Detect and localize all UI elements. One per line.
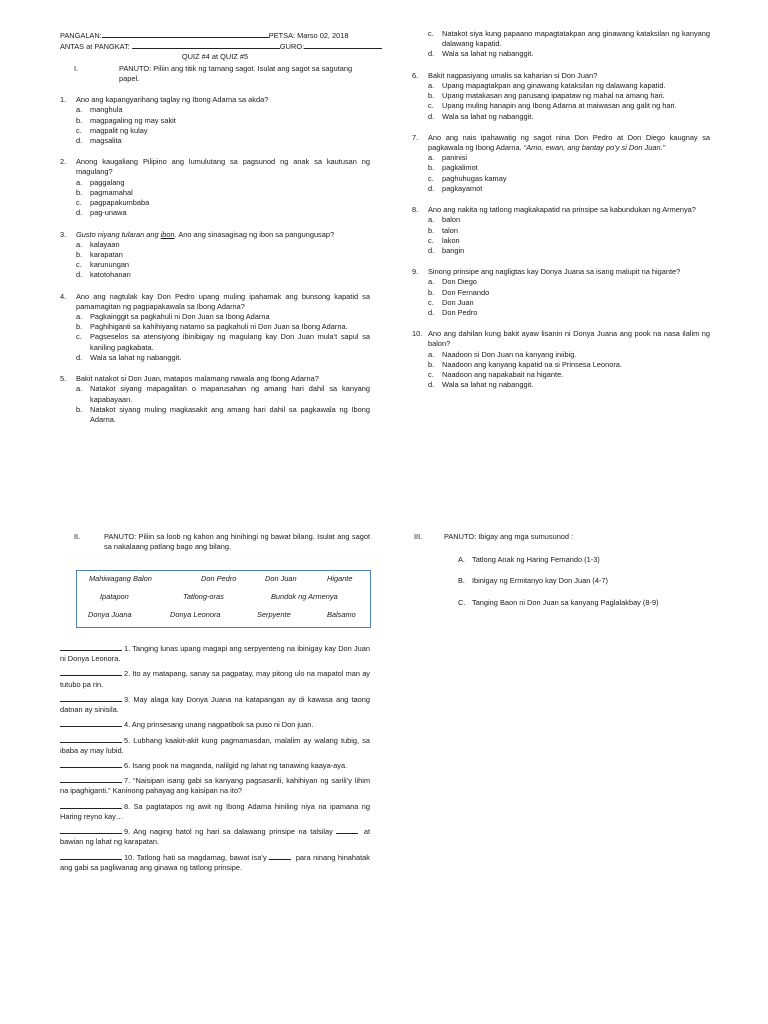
option[interactable] <box>412 350 710 360</box>
option[interactable] <box>60 405 370 425</box>
option-letter: c. <box>428 370 434 380</box>
option[interactable] <box>60 250 370 260</box>
word-bank-item: Mahiwagang Balon <box>89 574 152 583</box>
part2-directions-text: PANUTO: Piliin sa loob ng kahon ang hinihingi ng bawat bilang. Isulat ang sagot sa nakalaang patlang bago ang bilang. <box>104 532 370 552</box>
option-text: katotohanan <box>90 270 131 280</box>
option-text: Upang matakasan ang parusang ipapataw ng mahal na amang hari. <box>442 91 665 101</box>
stem-italic: Gusto niyang tularan ang <box>76 229 159 239</box>
option-text: balon <box>442 215 461 225</box>
option-letter: d. <box>428 49 435 59</box>
answer-blank[interactable] <box>60 695 122 702</box>
question-stem: Ano ang nakita ng tatlong magkakapatid na prinsipe sa kabundukan ng Armenya? <box>428 205 696 215</box>
option[interactable] <box>412 380 710 390</box>
word-bank-item: Tatlong-oras <box>183 592 224 601</box>
fill-item-4 <box>60 720 370 730</box>
name-label: PANGALAN: <box>60 31 102 40</box>
option-text: Don Fernando <box>442 287 490 297</box>
word-bank-item: Don Juan <box>265 574 297 583</box>
option-text: pag-unawa <box>90 208 127 218</box>
option[interactable] <box>60 136 370 146</box>
question-10 <box>412 329 710 390</box>
option-letter: b. <box>76 249 83 259</box>
option-letter: b. <box>76 187 83 197</box>
teacher-label: GURO: <box>279 42 305 52</box>
option[interactable] <box>412 308 710 318</box>
question-stem: Bakit nagpasiyang umalis sa kaharian si Don Juan? <box>428 70 598 80</box>
option-letter: a. <box>428 153 435 163</box>
option-letter: d. <box>428 183 435 193</box>
option-letter: d. <box>428 308 435 318</box>
option[interactable] <box>60 126 370 136</box>
option[interactable] <box>60 260 370 270</box>
option[interactable] <box>60 178 370 188</box>
word-bank-item: Balsamo <box>327 610 356 619</box>
option-letter: d. <box>428 111 435 121</box>
question-8 <box>412 205 710 256</box>
fill-item-text: para ninang hinahatak ang gabi sa pagliwanag ang ginawa ng tatlong prinsipe. <box>60 852 370 872</box>
word-bank-item: Bundok ng Armenya <box>271 592 338 601</box>
option-text: Upang muling hanapin ang Ibong Adarna at maiwasan ang galit ng hari. <box>442 101 677 111</box>
option-text: magpagaling ng may sakit <box>90 115 176 125</box>
date-value: Marso 02, 2018 <box>297 31 349 40</box>
fill-item-1 <box>60 644 370 664</box>
answer-blank[interactable] <box>60 776 122 783</box>
option[interactable] <box>60 198 370 208</box>
option-letter: a. <box>76 105 83 115</box>
option-text: Naadoon si Don Juan na kanyang iniibig. <box>442 349 577 359</box>
option-text: karunungan <box>90 260 130 270</box>
option-text: Pagseselos sa atensiyong ibinibigay ng magulang kay Don Juan mula't sapul sa kaniling pagkabata. <box>90 332 370 352</box>
option-letter: c. <box>428 29 434 38</box>
option[interactable] <box>412 112 710 122</box>
word-bank-box <box>76 570 371 628</box>
question-7 <box>412 133 710 194</box>
option[interactable] <box>412 370 710 380</box>
option-letter: b. <box>76 115 83 125</box>
question-5-continued <box>412 29 710 60</box>
option-text: pagmamahal <box>90 187 133 197</box>
option-letter: b. <box>428 287 435 297</box>
answer-blank[interactable] <box>60 736 122 743</box>
teacher-blank[interactable] <box>304 41 382 49</box>
question-number: 10. <box>412 329 423 339</box>
fill-item-text: 2. Ito ay matapang, sanay sa pagpatay, may pitong ulo na mapatol man ay tutubo pa rin. <box>60 669 370 689</box>
fill-item-text: 6. Isang pook na maganda, nalilgid ng lahat ng tanawing kaaya-aya. <box>124 760 348 770</box>
question-stem: Sinong prinsipe ang nagligtas kay Donya Juana sa isang malupit na higante? <box>428 267 681 277</box>
fill-item-3 <box>60 695 370 715</box>
question-stem: Ano ang kapangyarihang taglay ng Ibong Adarna sa akda? <box>76 95 269 105</box>
option-letter: c. <box>428 173 434 183</box>
answer-blank[interactable] <box>60 720 122 727</box>
option-text: Natakot siyang muling magkasakit ang amang hari dahil sa pagkawala ng Ibong Adarna. <box>90 404 370 424</box>
option-text: Natakot siyang mapagalitan o maparusahan ng amang hari dahil sa kanyang kapabayaan. <box>90 384 370 404</box>
option-text: paninisi <box>442 153 468 163</box>
option-letter: a. <box>428 277 435 287</box>
part2-numeral: II. <box>74 532 81 541</box>
part2-items <box>60 644 370 873</box>
option-text: pagkalimot <box>442 163 478 173</box>
option-letter: b. <box>428 163 435 173</box>
inline-blank[interactable] <box>269 853 291 860</box>
part1-numeral: I. <box>74 63 79 73</box>
option-text: Don Pedro <box>442 308 478 318</box>
option[interactable] <box>60 322 370 332</box>
option-letter: a. <box>76 312 83 322</box>
inline-blank[interactable] <box>336 827 358 834</box>
question-number: 1. <box>60 95 67 105</box>
option-text: talon <box>442 225 459 235</box>
option-text: paghuhugas kamay <box>442 173 507 183</box>
quiz-title: QUIZ #4 at QUIZ #5 <box>181 52 249 62</box>
word-bank-item: Don Pedro <box>201 574 237 583</box>
question-9 <box>412 267 710 318</box>
option[interactable] <box>412 29 710 49</box>
option[interactable] <box>60 270 370 280</box>
question-stem: Bakit natakot si Don Juan, matapos malamang nawala ang Ibong Adarna? <box>76 374 319 384</box>
option[interactable] <box>412 101 710 111</box>
question-2 <box>60 157 370 218</box>
option-text: pagkayamot <box>442 183 483 193</box>
stem-quote: “Amo, ewan, ang bantay po’y si Don Juan.” <box>523 142 666 152</box>
question-stem <box>428 133 710 153</box>
part3-numeral: III. <box>414 532 423 541</box>
word-bank-item: Ipatapon <box>100 592 129 601</box>
option[interactable] <box>60 312 370 322</box>
part1-directions <box>60 64 370 84</box>
option-text: magpalit ng kulay <box>90 125 148 135</box>
option-text: Wala sa lahat ng nabanggit. <box>442 380 534 390</box>
option-letter: a. <box>76 239 83 249</box>
option-text: Don Diego <box>442 277 477 287</box>
question-number: 5. <box>60 374 67 384</box>
question-number: 4. <box>60 291 67 301</box>
fill-item-text: 5. Lubhang kaakit-akit kung pagmamasdan, malalim ay walang tubig, sa ibaba ay may lubid. <box>60 735 370 755</box>
question-number: 7. <box>412 132 419 142</box>
word-bank-item: Donya Leonora <box>170 610 221 619</box>
question-3 <box>60 230 370 281</box>
question-number: 2. <box>60 157 67 167</box>
question-1 <box>60 95 370 146</box>
option-text: lakon <box>442 235 460 245</box>
fill-item-2 <box>60 669 370 689</box>
option[interactable] <box>412 81 710 91</box>
option-text: magsalita <box>90 135 122 145</box>
option-letter: d. <box>76 135 83 145</box>
fill-item-text: 7. “Naisipan isang gabi sa kanyang pagsasarili, kahihiyan ng sarili’y lihim na ipaghiganti.” Kaninong pahayag ang kaisipan na ito? <box>60 776 370 796</box>
fill-item-text: at bawian ng lahat ng karapatan. <box>60 827 370 847</box>
item-text: Tatlong Anak ng Haring Fernando (1-3) <box>472 555 600 565</box>
answer-blank[interactable] <box>60 644 122 651</box>
option-letter: a. <box>76 177 83 187</box>
item-text: Ibinigay ng Ermitanyo kay Don Juan (4-7) <box>472 576 608 586</box>
fill-item-5 <box>60 736 370 756</box>
option-text: Don Juan <box>442 297 474 307</box>
fill-item-text: 4. Ang prinsesang unang nagpatibok sa puso ni Don juan. <box>124 720 314 730</box>
option[interactable] <box>412 49 710 59</box>
option[interactable] <box>412 91 710 101</box>
option-letter: d. <box>428 380 435 390</box>
option[interactable] <box>412 226 710 236</box>
option-letter: b. <box>428 91 435 101</box>
answer-blank[interactable] <box>60 853 122 860</box>
fill-item-text: 3. May alaga kay Donya Juana na katapangan ay di kawasa ang taong datnan ay sinisila. <box>60 694 370 715</box>
grade-blank[interactable] <box>132 41 280 49</box>
question-6 <box>412 71 710 122</box>
option-letter: d. <box>428 245 435 255</box>
fill-item-6 <box>60 761 370 771</box>
question-5 <box>60 374 370 425</box>
option-text: manghula <box>90 105 123 115</box>
right-column <box>412 29 710 391</box>
word-bank-item: Donya Juana <box>88 610 132 619</box>
option-text: karapatan <box>90 249 123 259</box>
option-letter: c. <box>428 101 434 111</box>
item-text: Tanging Baon ni Don Juan sa kanyang Paglalakbay (8-9) <box>472 597 659 607</box>
option-letter: d. <box>76 270 83 280</box>
item-letter: A. <box>458 555 465 565</box>
question-stem: Ano ang dahilan kung bakit ayaw lisanin ni Donya Juana ang pook na nasa ilalim ng balon? <box>428 329 710 349</box>
option-text: kalayaan <box>90 239 120 249</box>
option[interactable] <box>412 236 710 246</box>
header-row-1 <box>60 30 370 41</box>
option-letter: b. <box>428 359 435 369</box>
option[interactable] <box>60 116 370 126</box>
fill-item-7 <box>60 776 370 796</box>
option-letter: c. <box>76 260 82 270</box>
option-letter: d. <box>76 208 83 218</box>
question-number: 8. <box>412 205 419 215</box>
option-text: Naadoon ang napakabait na higante. <box>442 370 564 380</box>
option-letter: a. <box>428 349 435 359</box>
option-letter: a. <box>76 384 83 394</box>
fill-item-10 <box>60 853 370 873</box>
option-letter: b. <box>76 404 83 414</box>
option-letter: a. <box>428 80 435 90</box>
fill-item-9 <box>60 827 370 847</box>
fill-item-text: 9. Ang naging hatol ng hari sa dalawang prinsipe na talsilay <box>124 827 333 837</box>
header-row-2 <box>60 41 370 52</box>
answer-blank[interactable] <box>60 827 122 834</box>
stem-text: Ano ang nais ipahawatig ng sagot nina Don Pedro at Don Diego kaugnay sa pagkawala ng Ibong Adarna. <box>428 132 710 152</box>
part3-directions <box>414 532 710 542</box>
option[interactable] <box>60 188 370 198</box>
question-stem <box>76 230 370 240</box>
option-text: pagpapakumbaba <box>90 198 150 208</box>
option[interactable] <box>412 215 710 225</box>
option-letter: b. <box>428 225 435 235</box>
option-text: Paghihiganti sa kahihiyang natamo sa pagkahuli ni Don Juan sa Ibong Adarna. <box>90 322 348 332</box>
option-text: Upang mapagtakpan ang ginawang kataksilan ng dalawang kapatid. <box>442 80 666 90</box>
date-label: PETSA: <box>268 31 296 40</box>
answer-blank[interactable] <box>60 761 122 768</box>
option[interactable] <box>412 163 710 173</box>
part3-item <box>458 598 710 608</box>
option[interactable] <box>412 246 710 256</box>
stem-rest: . Ano ang sinasagisag ng ibon sa pangungusap? <box>174 229 335 239</box>
part1-directions-text: PANUTO: Piliin ang titik ng tamang sagot. Isulat ang sagot sa sagutang papel. <box>119 63 353 83</box>
item-letter: B. <box>458 576 465 586</box>
option-text: paggalang <box>90 177 125 187</box>
option-letter: c. <box>76 125 82 135</box>
option-text: Wala sa lahat ng nabanggit. <box>442 49 534 59</box>
option-letter: a. <box>428 215 435 225</box>
question-number: 6. <box>412 70 419 80</box>
option-text: bangin <box>442 245 465 255</box>
option[interactable] <box>60 353 370 363</box>
option[interactable] <box>60 384 370 404</box>
option[interactable] <box>60 208 370 218</box>
fill-item-text: 1. Tanging lunas upang magapi ang serpyenteng na ibinigay kay Don Juan ni Donya Leonora. <box>60 644 370 664</box>
grade-label: ANTAS at PANGKAT: <box>60 42 130 52</box>
question-stem: Ano ang nagtulak kay Don Pedro upang muling ipahamak ang bunsong kapatid sa pamamagitan ng pagpapakawala sa Ibong Adarna? <box>76 291 370 311</box>
option-letter: c. <box>76 198 82 208</box>
part3-directions-text: PANUTO: Ibigay ang mga sumusunod : <box>444 532 574 541</box>
answer-blank[interactable] <box>60 669 122 676</box>
fill-item-text: 10. Tatlong hati sa magdamag, bawat isa’y <box>124 852 267 862</box>
word-bank-item: Serpyente <box>257 610 291 619</box>
part3-item <box>458 555 710 565</box>
option-text: Natakot siya kung papaano mapagtatakpan ang ginawang kataksilan ng kanyang dalawang kapatid. <box>442 29 710 49</box>
question-number: 3. <box>60 229 67 239</box>
option-text: Wala sa lahat ng nabanggit. <box>442 111 534 121</box>
option[interactable] <box>412 288 710 298</box>
item-letter: C. <box>458 597 466 607</box>
part3 <box>414 532 710 608</box>
left-column <box>60 30 370 425</box>
stem-underlined: ibon <box>160 229 175 239</box>
question-stem: Anong kaugaliang Pilipino ang lumulutang sa pagsunod ng anak sa kautusan ng magulang? <box>76 157 370 177</box>
option[interactable] <box>60 332 370 352</box>
option-letter: d. <box>76 352 83 362</box>
option[interactable] <box>412 184 710 194</box>
question-4 <box>60 292 370 364</box>
part3-item <box>458 576 710 586</box>
option-text: Wala sa lahat ng nabanggit. <box>90 352 182 362</box>
word-bank-item: Higante <box>327 574 353 583</box>
option-letter: c. <box>428 235 434 245</box>
option-text: Naadoon ang kanyang kapatid na si Prinsesa Leonora. <box>442 359 622 369</box>
option-text: Pagkainggit sa pagkahuli ni Don Juan sa Ibong Adarna <box>90 312 270 322</box>
option[interactable] <box>412 360 710 370</box>
option[interactable] <box>412 277 710 287</box>
name-blank[interactable] <box>102 30 269 38</box>
option[interactable] <box>60 105 370 115</box>
option[interactable] <box>412 153 710 163</box>
answer-blank[interactable] <box>60 802 122 809</box>
option-letter: b. <box>76 322 83 332</box>
option-letter: c. <box>428 297 434 307</box>
option[interactable] <box>412 174 710 184</box>
part2-directions <box>74 532 370 552</box>
question-number: 9. <box>412 267 419 277</box>
option-letter: c. <box>76 332 82 342</box>
option[interactable] <box>60 240 370 250</box>
fill-item-8 <box>60 802 370 822</box>
fill-item-text: 8. Sa pagtatapos ng awit ng Ibong Adarna hiniling niya na ipamana ng Haring reyno kay… <box>60 801 370 821</box>
option[interactable] <box>412 298 710 308</box>
